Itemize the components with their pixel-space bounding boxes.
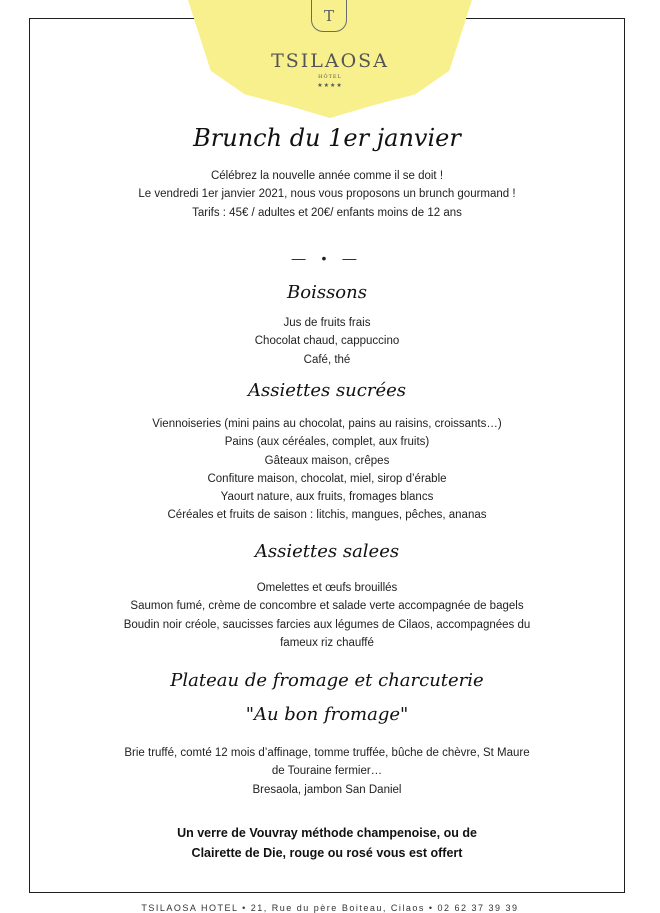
menu-item: Céréales et fruits de saison : litchis, mangues, pêches, ananas (167, 509, 487, 522)
menu-item: Pains (aux céréales, complet, aux fruits) (224, 436, 430, 449)
logo-monogram-icon: T (311, 0, 347, 32)
menu-item: Gâteaux maison, crêpes (264, 454, 390, 467)
section-subtitle-fromage: "Au bon fromage" (245, 704, 409, 725)
menu-item: Jus de fruits frais (283, 317, 371, 329)
intro-line: Le vendredi 1er janvier 2021, nous vous proposons un brunch gourmand ! (138, 188, 516, 201)
offer-text (29, 823, 625, 863)
section-title-sucrees: Assiettes sucrées (247, 380, 407, 401)
offer-line: Clairette de Die, rouge ou rosé vous est offert (191, 846, 463, 860)
intro-line: Tarifs : 45€ / adultes et 20€/ enfants moins de 12 ans (192, 206, 462, 219)
menu-item: Yaourt nature, aux fruits, fromages blancs (220, 491, 434, 504)
menu-item: fameux riz chauffé (280, 636, 374, 649)
menu-item: Viennoiseries (mini pains au chocolat, pains au raisins, croissants…) (152, 418, 502, 430)
section-items-boissons (29, 314, 625, 369)
menu-item: Café, thé (303, 353, 351, 366)
menu-item: Chocolat chaud, cappuccino (254, 335, 400, 348)
menu-item: Omelettes et œufs brouillés (256, 582, 398, 594)
menu-item: Bresaola, jambon San Daniel (252, 783, 402, 796)
section-title-fromage: Plateau de fromage et charcuterie (170, 670, 484, 691)
page-title: Brunch du 1er janvier (193, 124, 461, 152)
divider: — • — (291, 250, 363, 266)
section-items-fromage (29, 744, 625, 799)
brand-stars: ★★★★ (317, 82, 343, 89)
offer-line: Un verre de Vouvray méthode champenoise, ou de (177, 826, 477, 840)
brand-name: TSILAOSA (271, 50, 389, 72)
brand-subtitle: HÔTEL (318, 74, 342, 80)
intro-text (29, 167, 625, 222)
intro-line: Célébrez la nouvelle année comme il se doit ! (210, 170, 444, 182)
menu-item: de Touraine fermier… (271, 765, 383, 778)
menu-item: Brie truffé, comté 12 mois d’affinage, tomme truffée, bûche de chèvre, St Maure (124, 747, 530, 759)
section-title-boissons: Boissons (287, 282, 367, 303)
section-title-salees: Assiettes salees (254, 541, 400, 562)
menu-item: Saumon fumé, crème de concombre et salade verte accompagnée de bagels (130, 600, 524, 613)
menu-item: Confiture maison, chocolat, miel, sirop d’érable (207, 472, 447, 485)
section-items-salees (29, 579, 625, 652)
menu-item: Boudin noir créole, saucisses farcies aux légumes de Cilaos, accompagnées du (123, 618, 531, 631)
section-items-sucrees (29, 415, 625, 525)
footer-address: TSILAOSA HOTEL • 21, Rue du père Boiteau, Cilaos • 02 62 37 39 39 (141, 903, 519, 913)
